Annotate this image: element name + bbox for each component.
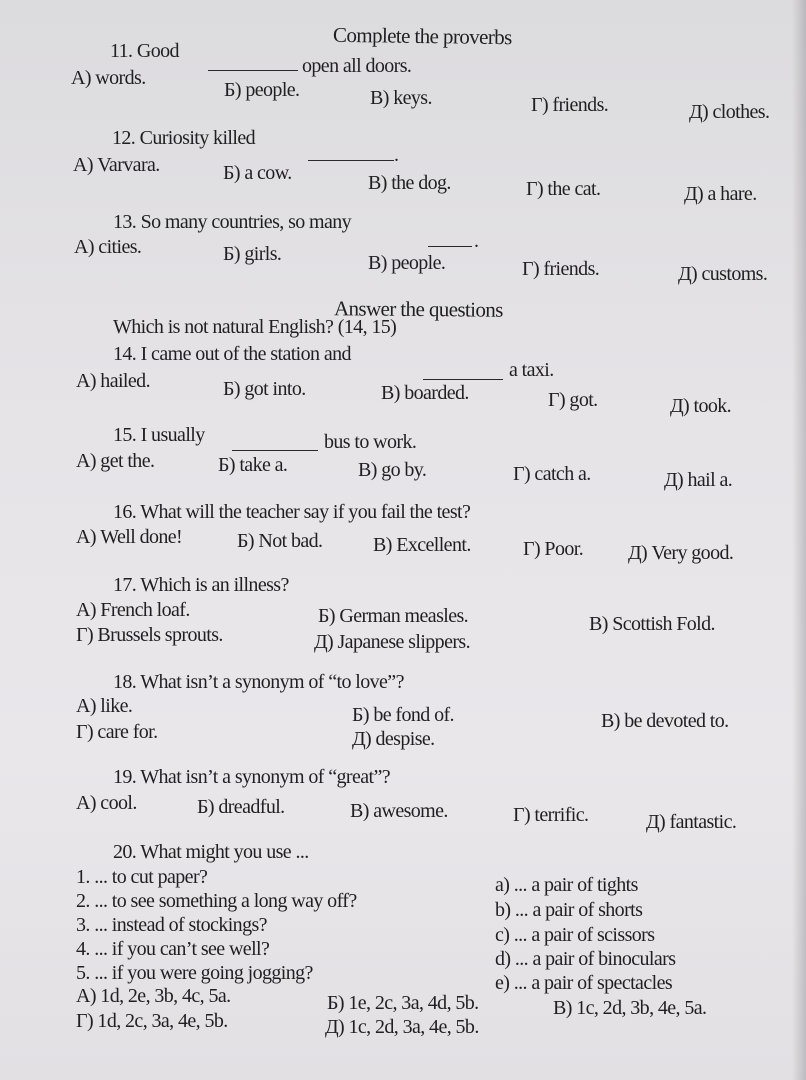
q18-stem: 18. What isn’t a synonym of “to love”? [113, 671, 404, 693]
q17-stem: 17. Which is an illness? [113, 574, 289, 596]
q14-stem-end: a taxi. [509, 359, 554, 381]
q19-option-b: Б) dreadful. [197, 796, 285, 818]
q11-option-g: Г) friends. [531, 94, 609, 116]
q11-answer-blank [208, 70, 298, 71]
q20-item-4: 4. ... if you can’t see well? [76, 938, 270, 960]
q16-option-b: Б) Not bad. [237, 530, 323, 552]
q15-stem-start: 15. I usually [113, 424, 205, 446]
q18-option-d: Д) despise. [352, 728, 435, 750]
questions-heading: Answer the questions [333, 296, 503, 322]
q20-option-b: Б) 1e, 2c, 3a, 4d, 5b. [327, 992, 479, 1014]
q20-option-a: А) 1d, 2e, 3b, 4c, 5a. [76, 985, 231, 1007]
q13-period: . [474, 230, 479, 252]
q20-option-d: Д) 1c, 2d, 3a, 4e, 5b. [325, 1016, 479, 1038]
q16-option-d: Д) Very good. [628, 542, 734, 564]
q12-option-d: Д) a hare. [684, 183, 757, 205]
q14-option-a: А) hailed. [76, 370, 150, 392]
q11-option-b: Б) people. [224, 79, 300, 101]
q13-stem: 13. So many countries, so many [113, 211, 352, 233]
q11-option-v: В) keys. [370, 87, 432, 109]
q13-option-g: Г) friends. [522, 258, 600, 280]
q20-match-a: a) ... a pair of tights [495, 874, 638, 896]
q12-option-v: В) the dog. [368, 172, 451, 194]
q16-option-a: А) Well done! [76, 526, 183, 548]
q14-option-g: Г) got. [548, 389, 598, 411]
q14-stem-start: 14. I came out of the station and [113, 343, 351, 365]
q15-option-b: Б) take a. [218, 454, 288, 476]
q20-option-g: Г) 1d, 2c, 3a, 4e, 5b. [76, 1010, 228, 1032]
q20-stem: 20. What might you use ... [113, 841, 309, 863]
q15-option-d: Д) hail a. [664, 469, 733, 491]
q20-item-2: 2. ... to see something a long way off? [76, 890, 357, 912]
q17-option-b: Б) German measles. [318, 605, 469, 627]
q16-stem: 16. What will the teacher say if you fail the test? [113, 501, 471, 523]
q18-option-b: Б) be fond of. [352, 704, 454, 726]
q20-item-3: 3. ... instead of stockings? [76, 914, 267, 936]
q11-option-a: А) words. [71, 67, 146, 89]
proverbs-heading: Complete the proverbs [332, 22, 512, 50]
q18-option-g: Г) care for. [76, 721, 158, 743]
q14-answer-blank [423, 379, 503, 380]
q11-stem-end: open all doors. [302, 55, 412, 77]
q19-option-a: А) cool. [76, 792, 137, 814]
natural-english-instruction: Which is not natural English? (14, 15) [113, 316, 397, 338]
q16-option-g: Г) Poor. [523, 538, 584, 560]
q11-stem-start: 11. Good [110, 40, 179, 62]
q17-option-g: Г) Brussels sprouts. [76, 624, 223, 646]
q15-option-a: А) get the. [76, 450, 155, 472]
q17-option-d: Д) Japanese slippers. [314, 631, 470, 653]
q15-option-g: Г) catch a. [513, 463, 591, 485]
q20-match-e: e) ... a pair of spectacles [495, 972, 673, 994]
page-shadow-edge [792, 0, 806, 1080]
q19-stem: 19. What isn’t a synonym of “great”? [113, 766, 391, 788]
q20-option-v: В) 1c, 2d, 3b, 4e, 5a. [553, 997, 707, 1019]
q20-item-5: 5. ... if you were going jogging? [76, 962, 313, 984]
q12-option-b: Б) a cow. [223, 162, 292, 184]
q12-answer-blank [308, 160, 394, 161]
q15-option-v: В) go by. [358, 459, 427, 481]
q14-option-b: Б) got into. [223, 378, 306, 400]
q18-option-v: В) be devoted to. [601, 710, 729, 732]
q18-option-a: А) like. [76, 695, 133, 717]
q17-option-a: А) French loaf. [76, 599, 190, 621]
q15-answer-blank [232, 450, 318, 451]
q16-option-v: В) Excellent. [373, 534, 471, 556]
q20-match-d: d) ... a pair of binoculars [495, 948, 676, 970]
q19-option-v: В) awesome. [350, 800, 448, 822]
q20-match-b: b) ... a pair of shorts [495, 899, 643, 921]
q12-stem: 12. Curiosity killed [112, 127, 256, 149]
q19-option-g: Г) terrific. [513, 804, 589, 826]
q20-item-1: 1. ... to cut paper? [76, 866, 208, 888]
q13-answer-blank [428, 246, 472, 247]
q17-option-v: В) Scottish Fold. [589, 613, 715, 635]
q14-option-d: Д) took. [670, 395, 732, 417]
q13-option-v: В) people. [368, 252, 446, 274]
q13-option-b: Б) girls. [223, 243, 282, 265]
q11-option-d: Д) clothes. [689, 101, 770, 123]
q13-option-d: Д) customs. [678, 263, 768, 285]
q13-option-a: А) cities. [74, 236, 142, 258]
q14-option-v: В) boarded. [381, 382, 469, 404]
q15-stem-end: bus to work. [324, 431, 417, 453]
q19-option-d: Д) fantastic. [646, 811, 737, 833]
q12-option-a: А) Varvara. [73, 154, 160, 176]
q12-period: . [394, 144, 399, 166]
q12-option-g: Г) the cat. [526, 178, 601, 200]
q20-match-c: c) ... a pair of scissors [495, 924, 655, 946]
